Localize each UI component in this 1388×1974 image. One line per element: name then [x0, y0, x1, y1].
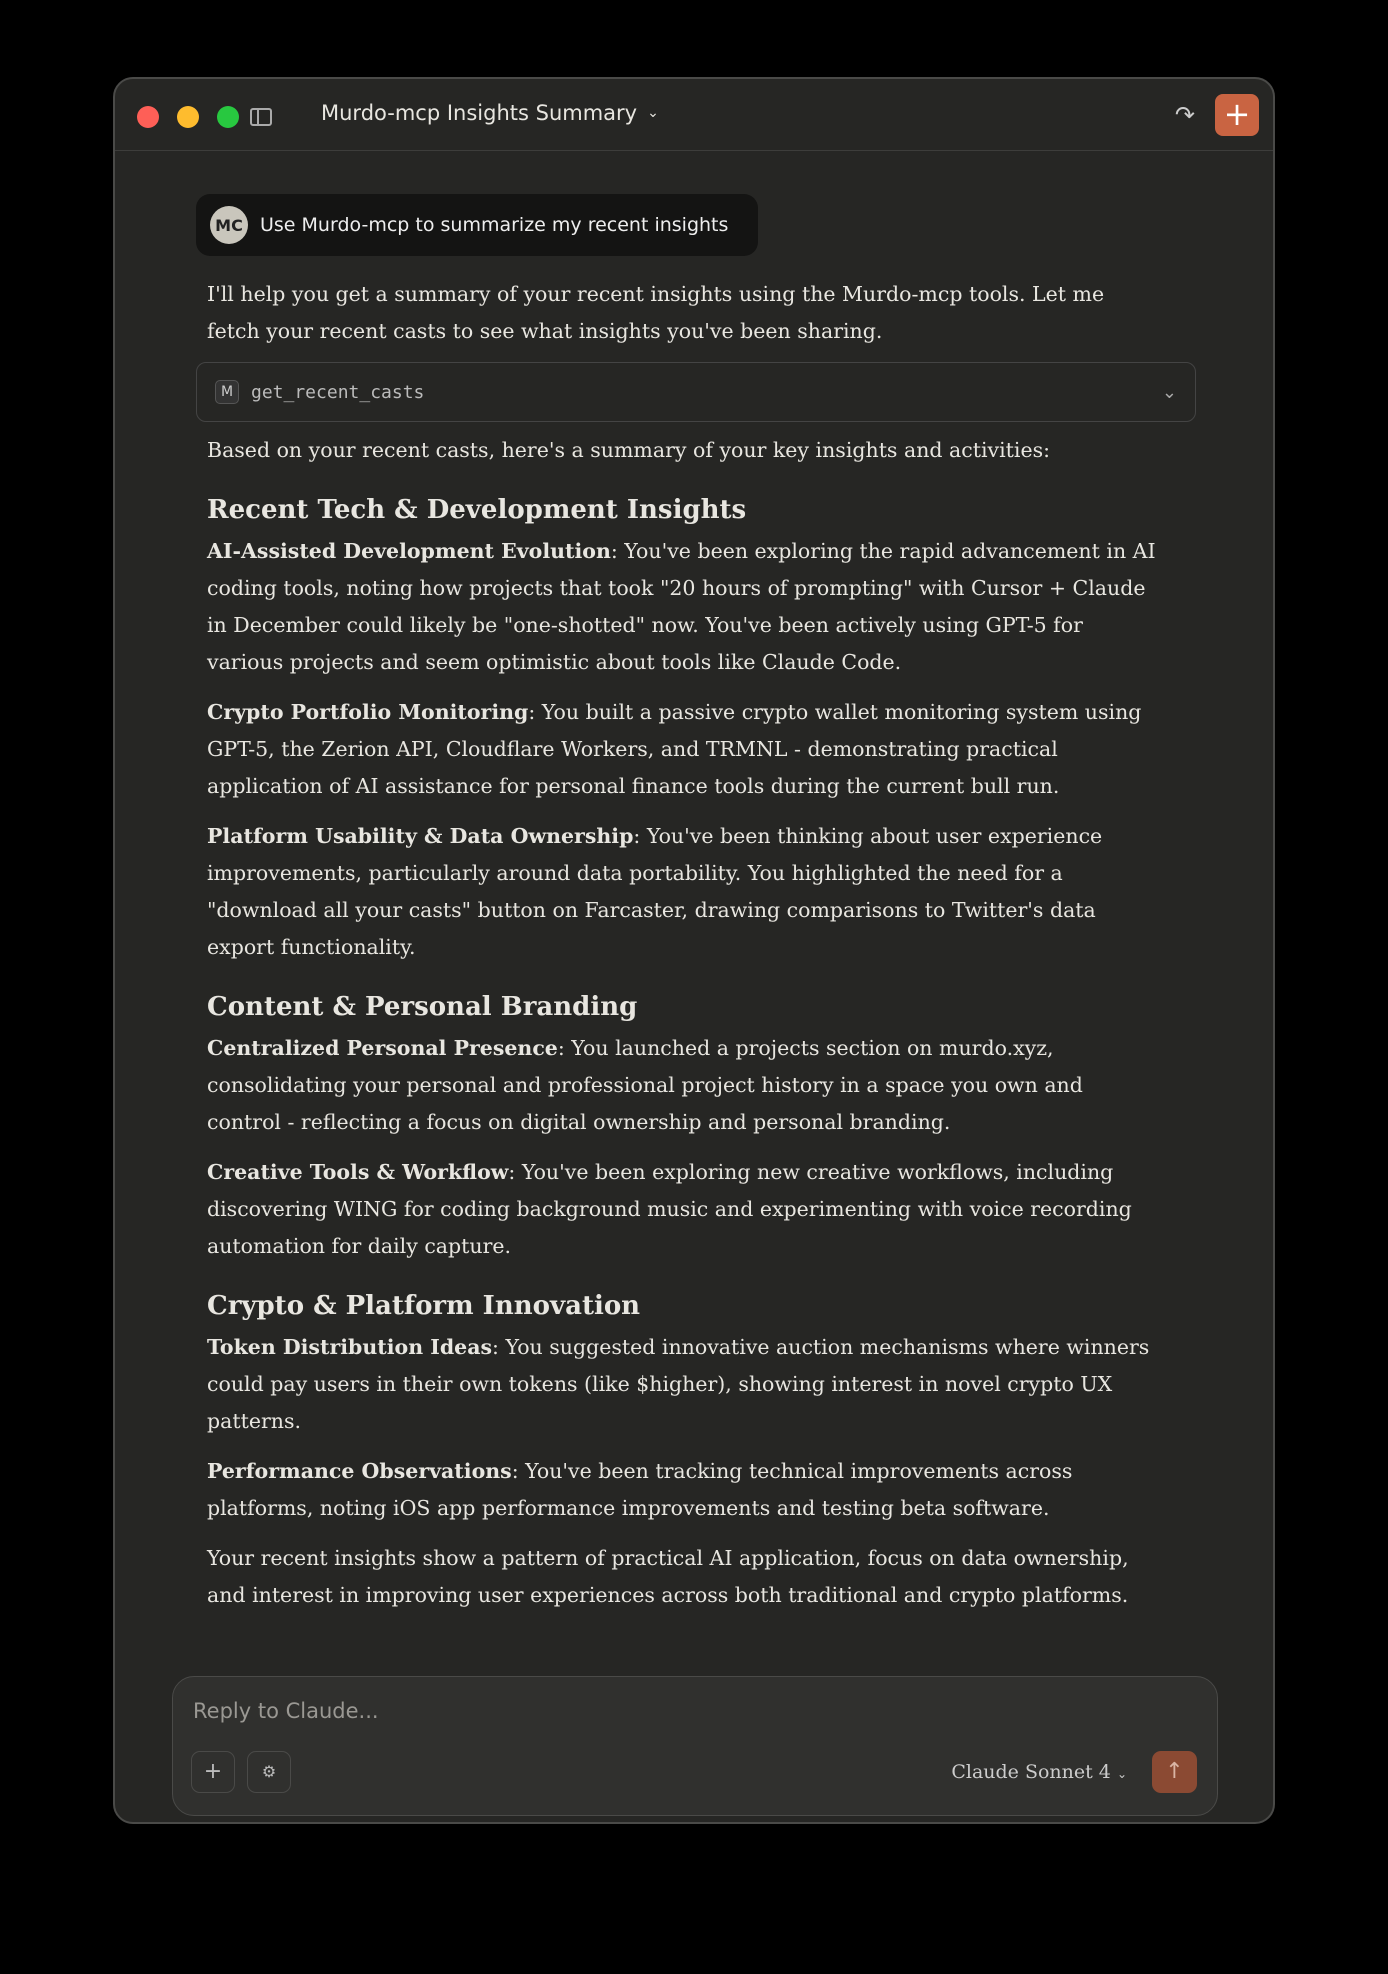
chevron-down-icon: ⌄ — [1116, 1767, 1127, 1781]
lead-text: Based on your recent casts, here's a summary of your key insights and activities: — [207, 438, 1051, 462]
close-window-button[interactable] — [137, 106, 159, 128]
insight-text: : You suggested innovative auction mechanisms where winners could pay users in their own tokens (like $higher), showing interest in novel crypto UX patterns. — [207, 1335, 1150, 1433]
section-heading: Content & Personal Branding — [207, 992, 638, 1022]
insight-title: AI-Assisted Development Evolution — [207, 539, 611, 563]
insight-text: : You've been exploring the rapid advancement in AI coding tools, noting how projects that took "20 hours of prompting" with Cursor + Claude in December could likely be "one-shotted" now. You've been actively using GPT-5 for various projects and seem optimistic about tools like Claude Code. — [207, 539, 1156, 674]
insight-text: : You built a passive crypto wallet monitoring system using GPT-5, the Zerion API, Cloudflare Workers, and TRMNL - demonstrating practical application of AI assistance for personal finance tools during the current bull run. — [207, 700, 1142, 798]
tool-call-get-recent-casts[interactable] — [196, 362, 1196, 422]
mcp-server-icon: M — [215, 380, 239, 404]
model-name: Claude Sonnet 4 — [951, 1761, 1111, 1783]
send-button[interactable]: ↑ — [1152, 1751, 1197, 1793]
insight-title: Performance Observations — [207, 1459, 512, 1483]
tools-settings-button[interactable]: ⚙ — [247, 1751, 291, 1793]
conversation — [196, 194, 1196, 1614]
sidebar-toggle-icon[interactable] — [250, 108, 272, 126]
share-icon[interactable]: ↷ — [1174, 101, 1195, 129]
insight-title: Crypto Portfolio Monitoring — [207, 700, 529, 724]
user-message — [196, 194, 758, 256]
minimize-window-button[interactable] — [177, 106, 199, 128]
reply-input[interactable]: Reply to Claude... — [193, 1699, 379, 1723]
intro-text: I'll help you get a summary of your recent insights using the Murdo-mcp tools. Let me fetch your recent casts to see what insights you've been sharing. — [207, 282, 1105, 343]
insight-item — [207, 1453, 1156, 1527]
insight-title: Platform Usability & Data Ownership — [207, 824, 634, 848]
conversation-title-menu[interactable] — [321, 101, 659, 125]
insight-item — [207, 1030, 1156, 1141]
new-chat-button[interactable]: + — [1215, 94, 1259, 136]
insight-title: Creative Tools & Workflow — [207, 1160, 509, 1184]
insight-title: Token Distribution Ideas — [207, 1335, 493, 1359]
section-heading: Recent Tech & Development Insights — [207, 495, 747, 525]
conclusion-text: Your recent insights show a pattern of practical AI application, focus on data ownership, and interest in improving user experiences across both traditional and crypto platforms. — [207, 1546, 1129, 1607]
title-bar — [115, 79, 1273, 151]
insight-text: : You've been tracking technical improvements across platforms, noting iOS app performance improvements and testing beta software. — [207, 1459, 1073, 1520]
insight-item — [207, 1329, 1156, 1440]
app-window — [113, 77, 1275, 1824]
section-heading: Crypto & Platform Innovation — [207, 1291, 641, 1321]
insight-title: Centralized Personal Presence — [207, 1036, 558, 1060]
insight-item — [207, 1154, 1156, 1265]
composer — [172, 1676, 1218, 1816]
insight-item — [207, 694, 1156, 805]
insight-text: : You've been thinking about user experience improvements, particularly around data portability. You highlighted the need for a "download all your casts" button on Farcaster, drawing comparisons to Twitter's data export functionality. — [207, 824, 1103, 959]
zoom-window-button[interactable] — [217, 106, 239, 128]
model-selector[interactable] — [951, 1761, 1127, 1783]
summary — [196, 432, 1196, 1614]
avatar: MC — [210, 206, 248, 244]
add-attachment-button[interactable]: + — [191, 1751, 235, 1793]
chevron-down-icon: ⌄ — [1161, 381, 1177, 403]
user-message-text: Use Murdo-mcp to summarize my recent insights — [260, 214, 729, 236]
conversation-title: Murdo-mcp Insights Summary — [321, 101, 638, 125]
insight-item — [207, 818, 1156, 966]
insight-text: : You've been exploring new creative workflows, including discovering WING for coding background music and experimenting with voice recording automation for daily capture. — [207, 1160, 1132, 1258]
assistant-message — [196, 276, 1196, 350]
insight-item — [207, 533, 1156, 681]
chevron-down-icon: ⌄ — [647, 105, 659, 121]
tool-name: get_recent_casts — [251, 381, 425, 403]
insight-text: : You launched a projects section on murdo.xyz, consolidating your personal and professional project history in a space you own and control - reflecting a focus on digital ownership and personal branding. — [207, 1036, 1083, 1134]
